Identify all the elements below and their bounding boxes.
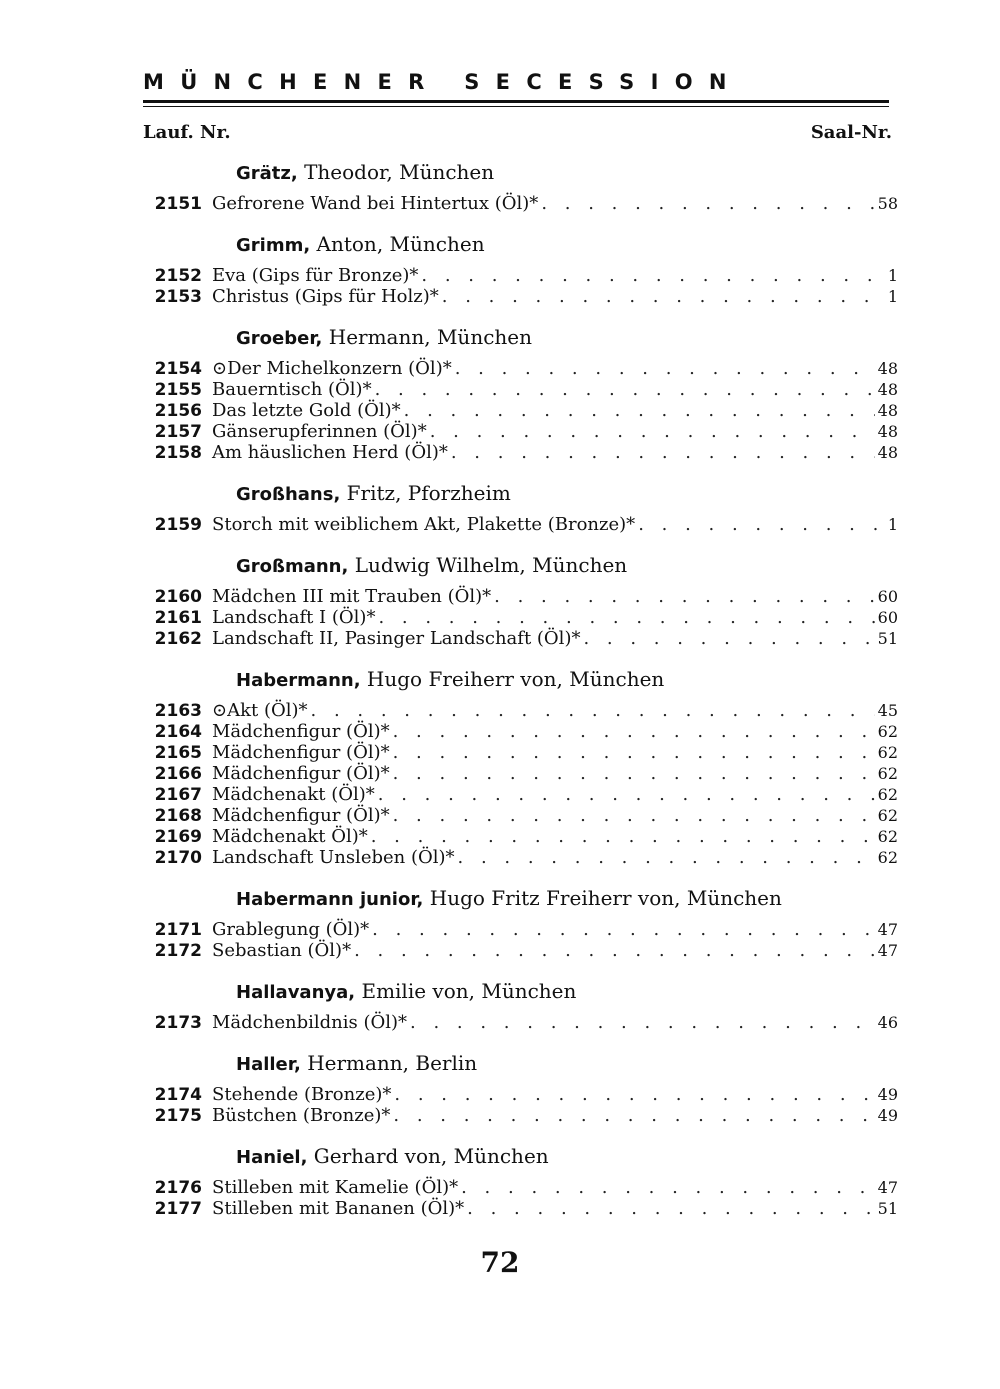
room-number: 62 [877, 827, 898, 846]
dot-leader [451, 442, 875, 463]
artist-details: Fritz, Pforzheim [346, 481, 511, 505]
artist-name: Grimm, [236, 235, 311, 256]
catalog-number: 2162 [154, 629, 202, 649]
catalog-number: 2167 [154, 785, 202, 805]
header-rule-thin [143, 106, 889, 107]
work-title: Gänserupferinnen (Öl)* [212, 421, 427, 442]
room-number: 48 [877, 359, 898, 378]
work-title: Mädchen III mit Trauben (Öl)* [212, 586, 492, 607]
artist-name: Groeber, [236, 328, 323, 349]
work-title: Eva (Gips für Bronze)* [212, 265, 419, 286]
dot-leader [378, 607, 874, 628]
room-number: 49 [877, 1106, 898, 1125]
work-title: ⊙Der Michelkonzern (Öl)* [212, 358, 452, 379]
dot-leader [393, 721, 875, 742]
work-title: Landschaft II, Pasinger Landschaft (Öl)* [212, 628, 581, 649]
artist-name: Großhans, [236, 484, 341, 505]
catalog-listing [140, 160, 900, 1219]
catalog-entry [140, 607, 900, 628]
artist-name: Großmann, [236, 556, 349, 577]
catalog-entry [140, 286, 900, 307]
artist-details: Hermann, Berlin [307, 1051, 478, 1075]
work-title: Mädchenbildnis (Öl)* [212, 1012, 408, 1033]
page-number: 72 [480, 1246, 520, 1279]
artist-details: Emilie von, München [361, 979, 577, 1003]
catalog-number: 2152 [154, 266, 202, 286]
catalog-number: 2170 [154, 848, 202, 868]
room-number: 47 [877, 1178, 898, 1197]
catalog-entry [140, 400, 900, 421]
catalog-number: 2155 [154, 380, 202, 400]
catalog-entry [140, 628, 900, 649]
artist-heading [236, 232, 900, 258]
catalog-entry [140, 586, 900, 607]
catalog-entry [140, 784, 900, 805]
room-number: 62 [877, 722, 898, 741]
catalog-number: 2165 [154, 743, 202, 763]
catalog-entry [140, 193, 900, 214]
room-number: 62 [877, 743, 898, 762]
room-number: 46 [877, 1013, 898, 1032]
catalog-number: 2169 [154, 827, 202, 847]
dot-leader [541, 193, 874, 214]
catalog-entry [140, 1177, 900, 1198]
catalog-number: 2159 [154, 515, 202, 535]
dot-leader [371, 826, 875, 847]
dot-leader [372, 919, 874, 940]
work-title: Mädchenfigur (Öl)* [212, 805, 390, 826]
catalog-entry [140, 919, 900, 940]
work-title: Storch mit weiblichem Akt, Plakette (Bronze)* [212, 514, 636, 535]
room-number: 62 [877, 806, 898, 825]
catalog-number: 2175 [154, 1106, 202, 1126]
dot-leader [442, 286, 881, 307]
catalog-number: 2174 [154, 1085, 202, 1105]
catalog-number: 2177 [154, 1199, 202, 1219]
work-title: Christus (Gips für Holz)* [212, 286, 439, 307]
catalog-number: 2163 [154, 701, 202, 721]
dot-leader [458, 847, 875, 868]
catalog-number: 2160 [154, 587, 202, 607]
room-number: 58 [877, 194, 898, 213]
artist-details: Anton, München [316, 232, 485, 256]
catalog-entry [140, 763, 900, 784]
catalog-number: 2151 [154, 194, 202, 214]
work-title: Mädchenakt Öl)* [212, 826, 368, 847]
work-title: Sebastian (Öl)* [212, 940, 352, 961]
work-title: Am häuslichen Herd (Öl)* [212, 442, 448, 463]
catalog-entry [140, 1084, 900, 1105]
catalog-number: 2157 [154, 422, 202, 442]
artist-name: Haller, [236, 1054, 301, 1075]
artist-details: Theodor, München [304, 160, 495, 184]
room-number: 48 [877, 443, 898, 462]
work-title: Grablegung (Öl)* [212, 919, 370, 940]
dot-leader [311, 700, 875, 721]
column-header-catalog-number: Lauf. Nr. [143, 122, 231, 143]
work-title: Landschaft I (Öl)* [212, 607, 376, 628]
room-number: 60 [877, 608, 898, 627]
dot-leader [378, 784, 875, 805]
catalog-number: 2156 [154, 401, 202, 421]
room-number: 48 [877, 380, 898, 399]
work-title: Das letzte Gold (Öl)* [212, 400, 401, 421]
dot-leader [455, 358, 875, 379]
page-title: MÜNCHENER SECESSION [143, 70, 743, 94]
room-number: 47 [877, 920, 898, 939]
dot-leader [638, 514, 881, 535]
room-number: 51 [877, 1199, 898, 1218]
catalog-number: 2173 [154, 1013, 202, 1033]
room-number: 62 [877, 764, 898, 783]
dot-leader [430, 421, 875, 442]
catalog-number: 2161 [154, 608, 202, 628]
dot-leader [393, 805, 875, 826]
dot-leader [494, 586, 875, 607]
room-number: 60 [877, 587, 898, 606]
room-number: 1 [887, 266, 898, 285]
artist-name: Habermann, [236, 670, 361, 691]
dot-leader [393, 1105, 874, 1126]
room-number: 49 [877, 1085, 898, 1104]
header-rule-thick [143, 100, 889, 103]
artist-heading [236, 325, 900, 351]
catalog-number: 2154 [154, 359, 202, 379]
catalog-number: 2168 [154, 806, 202, 826]
artist-heading [236, 160, 900, 186]
room-number: 47 [877, 941, 898, 960]
dot-leader [394, 1084, 874, 1105]
room-number: 1 [887, 515, 898, 534]
catalog-entry [140, 442, 900, 463]
catalog-entry [140, 514, 900, 535]
work-title: Mädchenfigur (Öl)* [212, 763, 390, 784]
dot-leader [410, 1012, 875, 1033]
catalog-entry [140, 1198, 900, 1219]
room-number: 51 [877, 629, 898, 648]
artist-details: Ludwig Wilhelm, München [354, 553, 628, 577]
work-title: Gefrorene Wand bei Hintertux (Öl)* [212, 193, 539, 214]
artist-heading [236, 979, 900, 1005]
dot-leader [393, 742, 875, 763]
catalog-entry [140, 847, 900, 868]
catalog-number: 2153 [154, 287, 202, 307]
work-title: Mädchenfigur (Öl)* [212, 742, 390, 763]
artist-name: Haniel, [236, 1147, 308, 1168]
catalog-entry [140, 421, 900, 442]
artist-heading [236, 553, 900, 579]
artist-heading [236, 481, 900, 507]
room-number: 62 [877, 848, 898, 867]
artist-heading [236, 667, 900, 693]
artist-details: Hermann, München [328, 325, 532, 349]
work-title: Büstchen (Bronze)* [212, 1105, 391, 1126]
work-title: Stilleben mit Bananen (Öl)* [212, 1198, 465, 1219]
artist-details: Hugo Fritz Freiherr von, München [429, 886, 782, 910]
dot-leader [375, 379, 875, 400]
catalog-number: 2176 [154, 1178, 202, 1198]
catalog-entry [140, 700, 900, 721]
catalog-entry [140, 1105, 900, 1126]
catalog-entry [140, 358, 900, 379]
dot-leader [404, 400, 875, 421]
artist-details: Gerhard von, München [313, 1144, 549, 1168]
room-number: 62 [877, 785, 898, 804]
work-title: Mädchenfigur (Öl)* [212, 721, 390, 742]
work-title: ⊙Akt (Öl)* [212, 700, 308, 721]
catalog-number: 2171 [154, 920, 202, 940]
catalog-number: 2164 [154, 722, 202, 742]
catalog-entry [140, 940, 900, 961]
dot-leader [583, 628, 874, 649]
room-number: 1 [887, 287, 898, 306]
dot-leader [461, 1177, 875, 1198]
room-number: 48 [877, 422, 898, 441]
artist-details: Hugo Freiherr von, München [366, 667, 665, 691]
dot-leader [467, 1198, 874, 1219]
dot-leader [354, 940, 875, 961]
work-title: Stilleben mit Kamelie (Öl)* [212, 1177, 459, 1198]
column-header-room-number: Saal-Nr. [810, 122, 892, 143]
work-title: Bauerntisch (Öl)* [212, 379, 372, 400]
work-title: Stehende (Bronze)* [212, 1084, 392, 1105]
dot-leader [421, 265, 881, 286]
dot-leader [393, 763, 875, 784]
artist-heading [236, 1051, 900, 1077]
artist-name: Hallavanya, [236, 982, 356, 1003]
artist-heading [236, 1144, 900, 1170]
work-title: Landschaft Unsleben (Öl)* [212, 847, 455, 868]
artist-name: Grätz, [236, 163, 298, 184]
catalog-entry [140, 379, 900, 400]
catalog-entry [140, 265, 900, 286]
room-number: 48 [877, 401, 898, 420]
catalog-number: 2158 [154, 443, 202, 463]
artist-name: Habermann junior, [236, 889, 424, 910]
catalog-number: 2166 [154, 764, 202, 784]
catalog-entry [140, 742, 900, 763]
catalog-entry [140, 721, 900, 742]
room-number: 45 [877, 701, 898, 720]
catalog-entry [140, 826, 900, 847]
catalog-number: 2172 [154, 941, 202, 961]
catalog-entry [140, 1012, 900, 1033]
catalog-entry [140, 805, 900, 826]
artist-heading [236, 886, 900, 912]
work-title: Mädchenakt (Öl)* [212, 784, 375, 805]
